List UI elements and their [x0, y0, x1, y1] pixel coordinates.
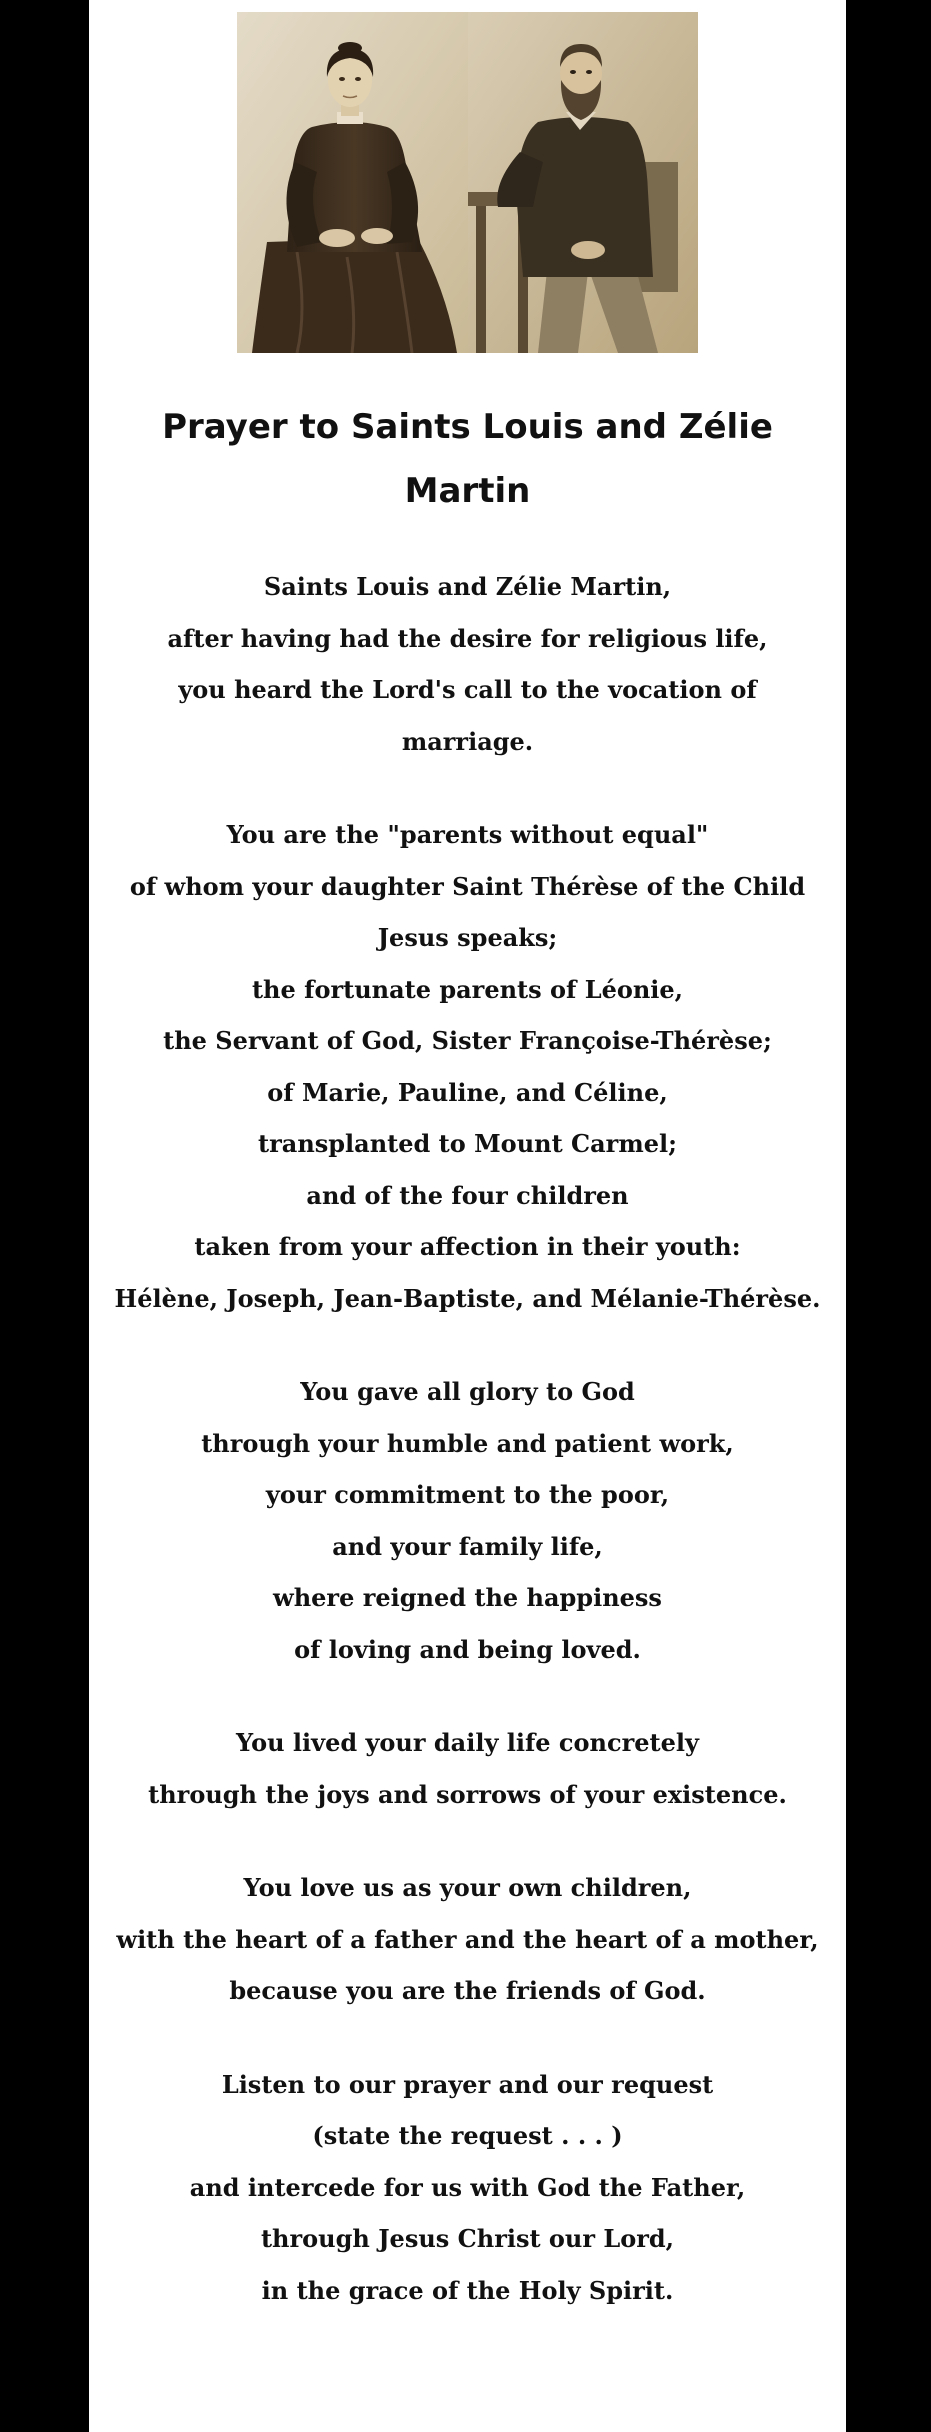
prayer-line: You love us as your own children,	[243, 1873, 692, 1902]
prayer-line: the fortunate parents of Léonie,	[251, 974, 684, 1004]
prayer-line: (state the request . . . )	[312, 2121, 623, 2150]
stanza	[109, 1366, 826, 1675]
prayer-line: you heard the Lord's call to the vocation of marriage.	[178, 675, 757, 756]
document-page	[89, 0, 846, 2432]
stanza	[109, 561, 826, 767]
prayer-line: where reigned the happiness	[273, 1583, 662, 1612]
prayer-line: transplanted to Mount Carmel;	[258, 1129, 677, 1158]
prayer-line: of whom your daughter Saint Thérèse of the Child Jesus speaks;	[129, 871, 806, 952]
prayer-line: and intercede for us with God the Father,	[189, 2172, 746, 2202]
prayer-line: through the joys and sorrows of your existence.	[148, 1779, 787, 1809]
portrait-image	[237, 12, 698, 353]
prayer-line: You gave all glory to God	[300, 1377, 635, 1406]
prayer-line: of loving and being loved.	[294, 1634, 641, 1664]
stanza	[109, 1862, 826, 2017]
prayer-line: your commitment to the poor,	[265, 1480, 670, 1509]
prayer-line: through your humble and patient work,	[201, 1428, 734, 1458]
prayer-line: You lived your daily life concretely	[236, 1728, 699, 1757]
prayer-line: of Marie, Pauline, and Céline,	[267, 1077, 668, 1107]
prayer-line: Listen to our prayer and our request	[221, 2069, 714, 2099]
prayer-text	[109, 561, 826, 2358]
stanza	[109, 1717, 826, 1820]
prayer-line: and your family life,	[332, 1531, 603, 1561]
prayer-line: the Servant of God, Sister Françoise-Thérèse;	[163, 1026, 772, 1055]
prayer-line: in the grace of the Holy Spirit.	[261, 2275, 674, 2305]
prayer-line: taken from your affection in their youth:	[194, 1232, 741, 1261]
prayer-line: Hélène, Joseph, Jean-Baptiste, and Mélanie-Thérèse.	[114, 1283, 821, 1313]
prayer-line: with the heart of a father and the heart of a mother,	[116, 1924, 819, 1954]
prayer-line: because you are the friends of God.	[229, 1976, 706, 2005]
stanza	[109, 2059, 826, 2317]
page-title: Prayer to Saints Louis and Zélie Martin	[162, 407, 773, 511]
prayer-line: Saints Louis and Zélie Martin,	[263, 572, 672, 601]
stanza	[109, 809, 826, 1324]
prayer-line: through Jesus Christ our Lord,	[260, 2224, 675, 2253]
zelie-portrait	[237, 12, 468, 353]
prayer-line: and of the four children	[306, 1180, 629, 1210]
louis-portrait	[468, 12, 698, 353]
prayer-line: after having had the desire for religious life,	[167, 623, 768, 653]
prayer-line: You are the "parents without equal"	[226, 820, 709, 849]
